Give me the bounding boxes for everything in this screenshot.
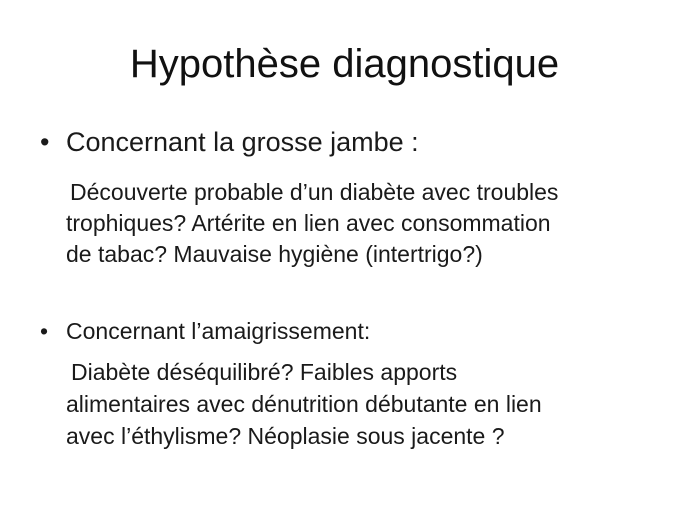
bullet-heading: Concernant l’amaigrissement: bbox=[66, 318, 371, 344]
body-line: trophiques? Artérite en lien avec consommation bbox=[66, 210, 551, 236]
body-line: Diabète déséquilibré? Faibles apports bbox=[71, 359, 458, 385]
bullet-item bbox=[40, 315, 370, 347]
body-line: Découverte probable d’un diabète avec troubles bbox=[70, 179, 559, 205]
bullet-heading: Concernant la grosse jambe : bbox=[66, 127, 419, 157]
bullet-item bbox=[40, 125, 419, 159]
body-line: alimentaires avec dénutrition débutante en lien bbox=[66, 391, 542, 417]
body-line: de tabac? Mauvaise hygiène (intertrigo?) bbox=[66, 241, 483, 267]
slide-title: Hypothèse diagnostique bbox=[129, 42, 560, 86]
bullet-icon: • bbox=[40, 318, 49, 344]
body-line: avec l’éthylisme? Néoplasie sous jacente ? bbox=[66, 423, 505, 449]
bullet-icon: • bbox=[40, 127, 50, 157]
